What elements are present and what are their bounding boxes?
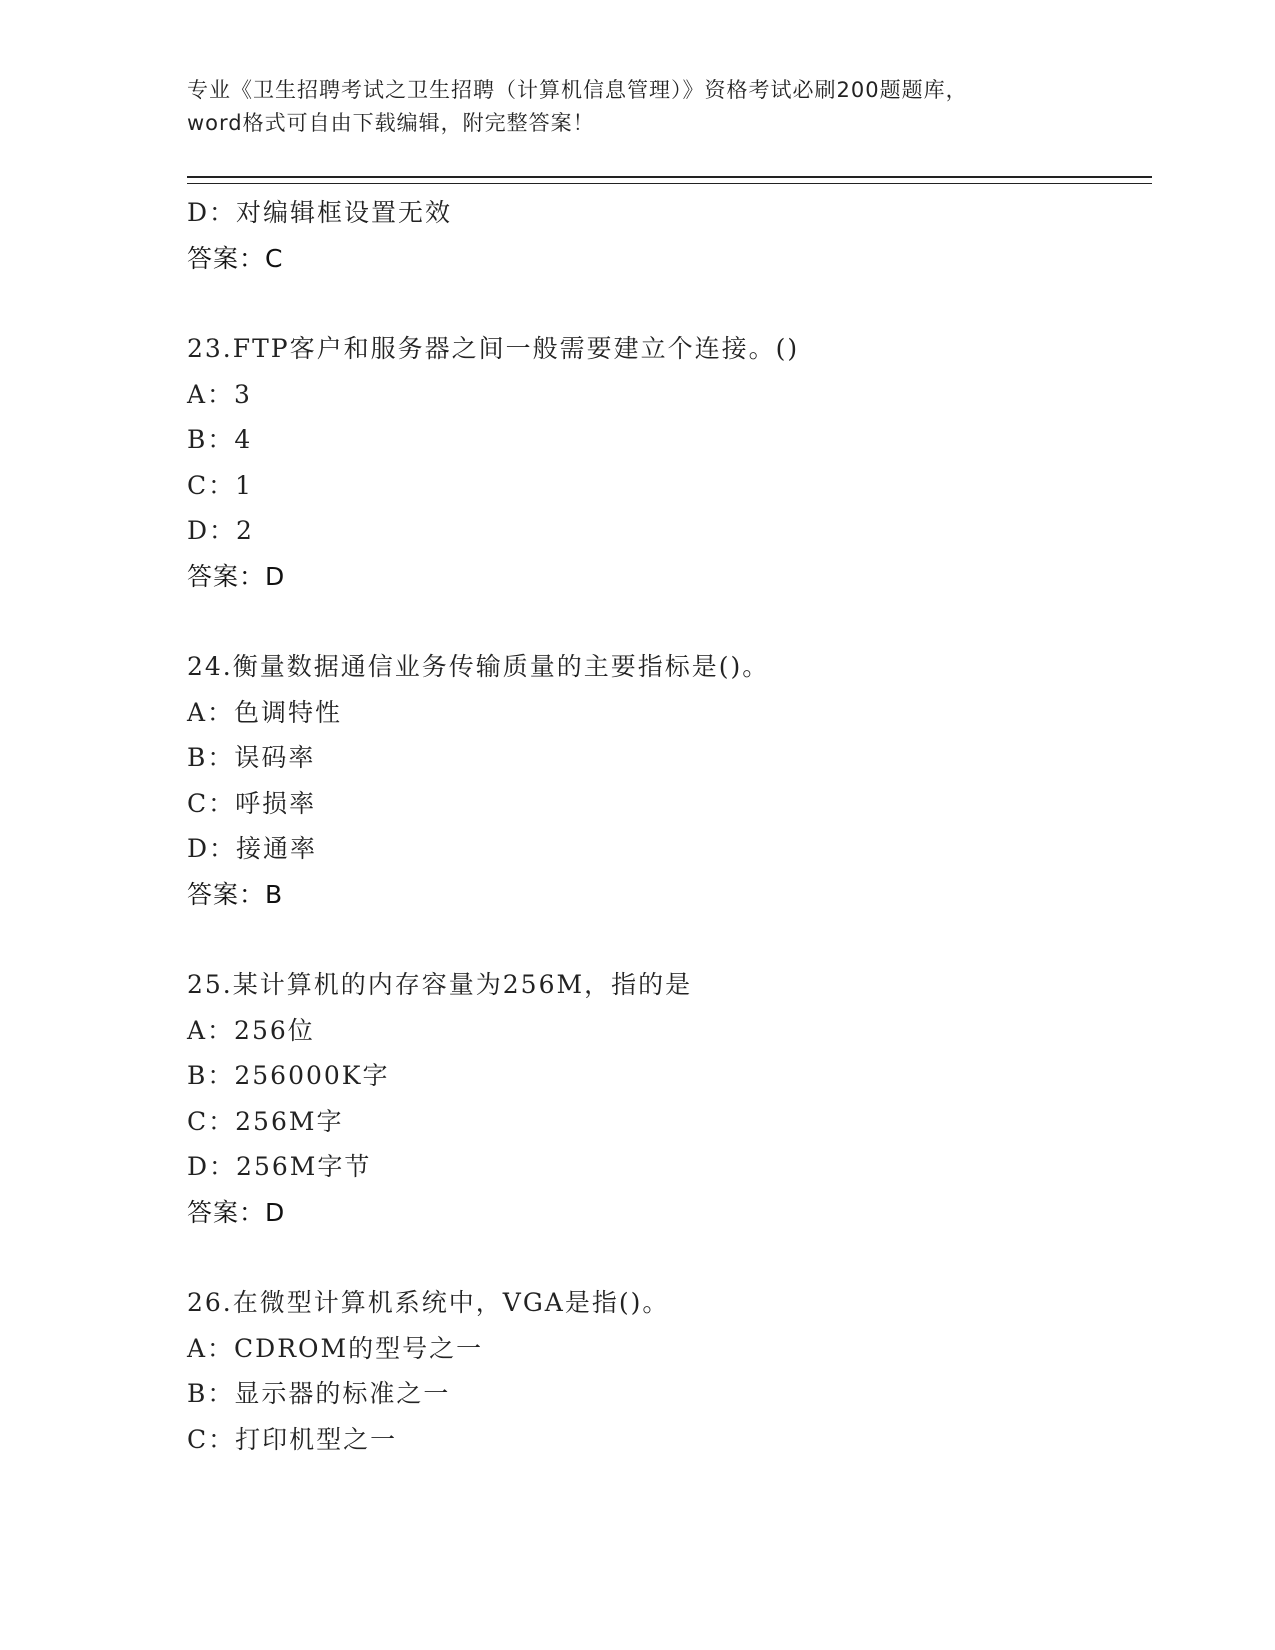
option-d: D：2: [187, 516, 254, 545]
option-c: C：打印机型之一: [187, 1424, 398, 1454]
document-header: [187, 74, 1152, 140]
question-23: [187, 326, 1152, 599]
option-a: A：CDROM的型号之一: [187, 1333, 484, 1363]
option-a: A：3: [187, 379, 252, 409]
option-b: B：显示器的标准之一: [187, 1379, 451, 1408]
question-26: [187, 1280, 1152, 1462]
option-a: A：256位: [187, 1015, 315, 1045]
option-b: B：256000K字: [187, 1061, 390, 1090]
question-24: [187, 644, 1152, 917]
answer-line: 答案：D: [187, 1197, 286, 1227]
header-line-1: 专业《卫生招聘考试之卫生招聘（计算机信息管理）》资格考试必刷200题题库，: [187, 78, 968, 102]
question-title: 24.衡量数据通信业务传输质量的主要指标是()。: [187, 652, 770, 681]
answer-line: 答案：D: [187, 561, 286, 591]
answer-line: 答案：B: [187, 879, 284, 909]
answer-line: 答案：C: [187, 243, 284, 273]
option-d: D：接通率: [187, 834, 318, 863]
question-title: 23.FTP客户和服务器之间一般需要建立个连接。(): [187, 334, 800, 363]
header-line-2: word格式可自由下载编辑，附完整答案！: [187, 111, 595, 135]
option-c: C：呼损率: [187, 788, 317, 818]
document-page: [187, 74, 1152, 1462]
question-25: [187, 962, 1152, 1235]
header-divider: [187, 176, 1152, 184]
option-b: B：误码率: [187, 743, 316, 772]
option-d: D：对编辑框设置无效: [187, 198, 453, 227]
option-a: A：色调特性: [187, 697, 343, 727]
option-b: B：4: [187, 425, 253, 454]
option-c: C：1: [187, 470, 254, 500]
question-list: [187, 190, 1152, 1462]
question-title: 26.在微型计算机系统中，VGA是指()。: [187, 1288, 670, 1317]
option-d: D：256M字节: [187, 1152, 372, 1181]
question-title: 25.某计算机的内存容量为256M，指的是: [187, 970, 693, 999]
option-c: C：256M字: [187, 1106, 344, 1136]
